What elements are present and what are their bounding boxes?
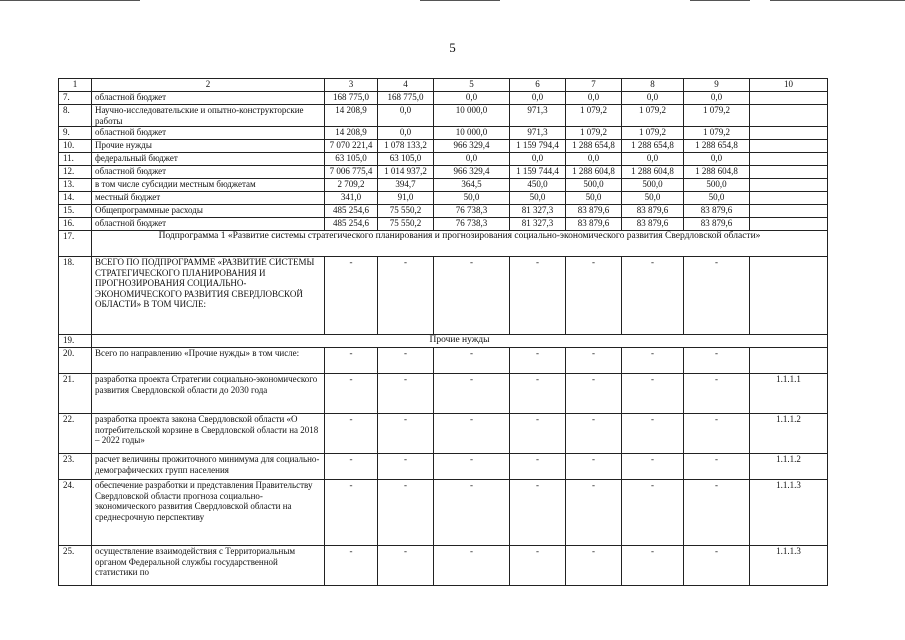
section-title-cell: Подпрограмма 1 «Развитие системы стратегического планирования и прогнозирования социально-экономического развития Свердловской области»: [92, 231, 828, 257]
value-cell: 7 006 775,4: [325, 166, 378, 179]
value-cell: 971,3: [510, 105, 566, 127]
target-code-cell: [750, 92, 828, 105]
value-cell: -: [566, 374, 622, 414]
value-cell: 966 329,4: [434, 140, 510, 153]
table-row: [59, 414, 828, 454]
row-number-cell: 19.: [59, 335, 92, 348]
value-cell: 50,0: [434, 192, 510, 205]
value-cell: 0,0: [378, 105, 434, 127]
budget-table: [58, 78, 828, 586]
value-cell: -: [378, 348, 434, 374]
table-row: [59, 153, 828, 166]
value-cell: 1 288 604,8: [566, 166, 622, 179]
value-cell: 10 000,0: [434, 127, 510, 140]
value-cell: 76 738,3: [434, 205, 510, 218]
value-cell: 1 159 744,4: [510, 166, 566, 179]
value-cell: 1 079,2: [684, 127, 750, 140]
value-cell: 63 105,0: [325, 153, 378, 166]
target-code-cell: [750, 218, 828, 231]
table-row: [59, 546, 828, 586]
scan-edge-line: [0, 0, 140, 1]
row-number-cell: 18.: [59, 257, 92, 335]
value-cell: 14 208,9: [325, 127, 378, 140]
scan-edge-line: [690, 0, 750, 1]
value-cell: 83 879,6: [622, 218, 684, 231]
row-label-cell: областной бюджет: [92, 218, 325, 231]
row-label-cell: Прочие нужды: [92, 140, 325, 153]
row-label-cell: областной бюджет: [92, 92, 325, 105]
value-cell: 485 254,6: [325, 205, 378, 218]
value-cell: -: [378, 454, 434, 480]
row-label-cell: обеспечение разработки и представления Правительству Свердловской области прогноза социально-экономического развития Свердловской области на среднесрочную перспективу: [92, 480, 325, 546]
target-code-cell: [750, 166, 828, 179]
value-cell: 1 078 133,2: [378, 140, 434, 153]
row-label-cell: местный бюджет: [92, 192, 325, 205]
value-cell: 75 550,2: [378, 218, 434, 231]
value-cell: 1 079,2: [684, 105, 750, 127]
value-cell: -: [434, 454, 510, 480]
scan-edge-line: [770, 0, 905, 1]
value-cell: 10 000,0: [434, 105, 510, 127]
value-cell: -: [378, 257, 434, 335]
value-cell: 485 254,6: [325, 218, 378, 231]
value-cell: 1 079,2: [622, 105, 684, 127]
row-number-cell: 13.: [59, 179, 92, 192]
target-code-cell: 1.1.1.3: [750, 546, 828, 586]
column-number-cell: 10: [750, 79, 828, 92]
column-number-cell: 4: [378, 79, 434, 92]
row-number-cell: 20.: [59, 348, 92, 374]
row-label-cell: осуществление взаимодействия с Территориальным органом Федеральной службы государственной статистики по: [92, 546, 325, 586]
value-cell: 1 014 937,2: [378, 166, 434, 179]
value-cell: 500,0: [684, 179, 750, 192]
section-title-cell: Прочие нужды: [92, 335, 828, 348]
value-cell: -: [566, 348, 622, 374]
target-code-cell: [750, 348, 828, 374]
row-label-cell: разработка проекта Стратегии социально-экономического развития Свердловской области до 2030 года: [92, 374, 325, 414]
value-cell: 50,0: [566, 192, 622, 205]
row-number-cell: 21.: [59, 374, 92, 414]
value-cell: 50,0: [510, 192, 566, 205]
value-cell: 83 879,6: [684, 205, 750, 218]
row-number-cell: 7.: [59, 92, 92, 105]
value-cell: -: [684, 348, 750, 374]
value-cell: 0,0: [434, 92, 510, 105]
value-cell: -: [325, 480, 378, 546]
value-cell: 83 879,6: [684, 218, 750, 231]
row-label-cell: областной бюджет: [92, 127, 325, 140]
section-row: [59, 231, 828, 257]
value-cell: -: [325, 257, 378, 335]
value-cell: 50,0: [622, 192, 684, 205]
value-cell: 168 775,0: [325, 92, 378, 105]
value-cell: 1 288 604,8: [622, 166, 684, 179]
value-cell: -: [434, 374, 510, 414]
table-row: [59, 192, 828, 205]
value-cell: 0,0: [622, 92, 684, 105]
target-code-cell: [750, 205, 828, 218]
row-label-cell: федеральный бюджет: [92, 153, 325, 166]
column-number-cell: 9: [684, 79, 750, 92]
target-code-cell: 1.1.1.2: [750, 454, 828, 480]
table-header-row: [59, 79, 828, 92]
table-row: [59, 166, 828, 179]
column-number-cell: 7: [566, 79, 622, 92]
value-cell: 500,0: [622, 179, 684, 192]
value-cell: 76 738,3: [434, 218, 510, 231]
target-code-cell: [750, 153, 828, 166]
column-number-cell: 8: [622, 79, 684, 92]
row-number-cell: 9.: [59, 127, 92, 140]
row-label-cell: в том числе субсидии местным бюджетам: [92, 179, 325, 192]
column-number-cell: 1: [59, 79, 92, 92]
value-cell: 81 327,3: [510, 205, 566, 218]
value-cell: -: [566, 546, 622, 586]
page-number: 5: [449, 40, 456, 55]
value-cell: 83 879,6: [622, 205, 684, 218]
value-cell: 14 208,9: [325, 105, 378, 127]
value-cell: 341,0: [325, 192, 378, 205]
target-code-cell: 1.1.1.1: [750, 374, 828, 414]
value-cell: 1 288 654,8: [566, 140, 622, 153]
value-cell: 1 079,2: [566, 127, 622, 140]
table-row: [59, 257, 828, 335]
value-cell: -: [566, 257, 622, 335]
value-cell: 0,0: [378, 127, 434, 140]
value-cell: -: [434, 480, 510, 546]
value-cell: 394,7: [378, 179, 434, 192]
value-cell: 0,0: [566, 153, 622, 166]
value-cell: 168 775,0: [378, 92, 434, 105]
value-cell: 0,0: [684, 153, 750, 166]
table-row: [59, 218, 828, 231]
value-cell: 1 288 654,8: [684, 140, 750, 153]
value-cell: 0,0: [510, 153, 566, 166]
value-cell: 1 288 654,8: [622, 140, 684, 153]
value-cell: -: [566, 454, 622, 480]
value-cell: -: [325, 414, 378, 454]
row-label-cell: областной бюджет: [92, 166, 325, 179]
value-cell: -: [684, 414, 750, 454]
row-label-cell: ВСЕГО ПО ПОДПРОГРАММЕ «РАЗВИТИЕ СИСТЕМЫ СТРАТЕГИЧЕСКОГО ПЛАНИРОВАНИЯ И ПРОГНОЗИРОВАНИЯ СОЦИАЛЬНО-ЭКОНОМИЧЕСКОГО РАЗВИТИЯ СВЕРДЛОВСКОЙ ОБЛАСТИ» В ТОМ ЧИСЛЕ:: [92, 257, 325, 335]
table-row: [59, 179, 828, 192]
value-cell: -: [325, 454, 378, 480]
target-code-cell: [750, 127, 828, 140]
value-cell: 63 105,0: [378, 153, 434, 166]
row-number-cell: 17.: [59, 231, 92, 257]
value-cell: 7 070 221,4: [325, 140, 378, 153]
value-cell: 0,0: [510, 92, 566, 105]
value-cell: 0,0: [684, 92, 750, 105]
value-cell: 83 879,6: [566, 205, 622, 218]
table-row: [59, 105, 828, 127]
column-number-cell: 3: [325, 79, 378, 92]
value-cell: -: [325, 546, 378, 586]
value-cell: -: [378, 546, 434, 586]
row-label-cell: Научно-исследовательские и опытно-конструкторские работы: [92, 105, 325, 127]
value-cell: -: [325, 348, 378, 374]
value-cell: -: [684, 257, 750, 335]
value-cell: 0,0: [434, 153, 510, 166]
value-cell: 0,0: [622, 153, 684, 166]
value-cell: 966 329,4: [434, 166, 510, 179]
value-cell: 1 079,2: [622, 127, 684, 140]
table-row: [59, 205, 828, 218]
value-cell: -: [622, 348, 684, 374]
target-code-cell: 1.1.1.3: [750, 480, 828, 546]
table-row: [59, 454, 828, 480]
table-row: [59, 92, 828, 105]
column-number-cell: 6: [510, 79, 566, 92]
value-cell: 81 327,3: [510, 218, 566, 231]
value-cell: -: [510, 454, 566, 480]
value-cell: -: [684, 546, 750, 586]
value-cell: 75 550,2: [378, 205, 434, 218]
value-cell: -: [510, 374, 566, 414]
value-cell: -: [434, 257, 510, 335]
value-cell: -: [622, 480, 684, 546]
section-row: [59, 335, 828, 348]
row-label-cell: разработка проекта закона Свердловской области «О потребительской корзине в Свердловской области на 2018 – 2022 годы»: [92, 414, 325, 454]
row-label-cell: Общепрограммные расходы: [92, 205, 325, 218]
row-number-cell: 15.: [59, 205, 92, 218]
value-cell: -: [434, 414, 510, 454]
row-number-cell: 22.: [59, 414, 92, 454]
row-number-cell: 8.: [59, 105, 92, 127]
value-cell: -: [622, 546, 684, 586]
table-row: [59, 480, 828, 546]
value-cell: 1 288 604,8: [684, 166, 750, 179]
table-row: [59, 140, 828, 153]
value-cell: 971,3: [510, 127, 566, 140]
row-number-cell: 16.: [59, 218, 92, 231]
value-cell: 2 709,2: [325, 179, 378, 192]
value-cell: -: [510, 546, 566, 586]
target-code-cell: [750, 257, 828, 335]
value-cell: -: [684, 480, 750, 546]
target-code-cell: 1.1.1.2: [750, 414, 828, 454]
table-row: [59, 127, 828, 140]
target-code-cell: [750, 179, 828, 192]
value-cell: -: [434, 546, 510, 586]
table-row: [59, 374, 828, 414]
value-cell: 83 879,6: [566, 218, 622, 231]
value-cell: -: [378, 414, 434, 454]
target-code-cell: [750, 140, 828, 153]
value-cell: -: [434, 348, 510, 374]
value-cell: -: [684, 374, 750, 414]
row-number-cell: 24.: [59, 480, 92, 546]
value-cell: -: [622, 257, 684, 335]
value-cell: 450,0: [510, 179, 566, 192]
row-number-cell: 10.: [59, 140, 92, 153]
value-cell: 50,0: [684, 192, 750, 205]
column-number-cell: 5: [434, 79, 510, 92]
value-cell: -: [510, 414, 566, 454]
row-number-cell: 25.: [59, 546, 92, 586]
value-cell: 364,5: [434, 179, 510, 192]
target-code-cell: [750, 192, 828, 205]
value-cell: 1 079,2: [566, 105, 622, 127]
scan-edge-line: [420, 0, 500, 1]
column-number-cell: 2: [92, 79, 325, 92]
value-cell: -: [510, 348, 566, 374]
row-number-cell: 23.: [59, 454, 92, 480]
value-cell: -: [566, 480, 622, 546]
value-cell: -: [684, 454, 750, 480]
row-label-cell: расчет величины прожиточного минимума для социально-демографических групп населения: [92, 454, 325, 480]
value-cell: -: [622, 454, 684, 480]
value-cell: 500,0: [566, 179, 622, 192]
value-cell: 0,0: [566, 92, 622, 105]
value-cell: 1 159 794,4: [510, 140, 566, 153]
value-cell: -: [622, 414, 684, 454]
target-code-cell: [750, 105, 828, 127]
table-row: [59, 348, 828, 374]
row-number-cell: 12.: [59, 166, 92, 179]
value-cell: -: [566, 414, 622, 454]
value-cell: -: [510, 257, 566, 335]
row-label-cell: Всего по направлению «Прочие нужды» в том числе:: [92, 348, 325, 374]
value-cell: -: [510, 480, 566, 546]
value-cell: -: [378, 480, 434, 546]
value-cell: -: [325, 374, 378, 414]
value-cell: -: [622, 374, 684, 414]
value-cell: -: [378, 374, 434, 414]
row-number-cell: 11.: [59, 153, 92, 166]
row-number-cell: 14.: [59, 192, 92, 205]
value-cell: 91,0: [378, 192, 434, 205]
